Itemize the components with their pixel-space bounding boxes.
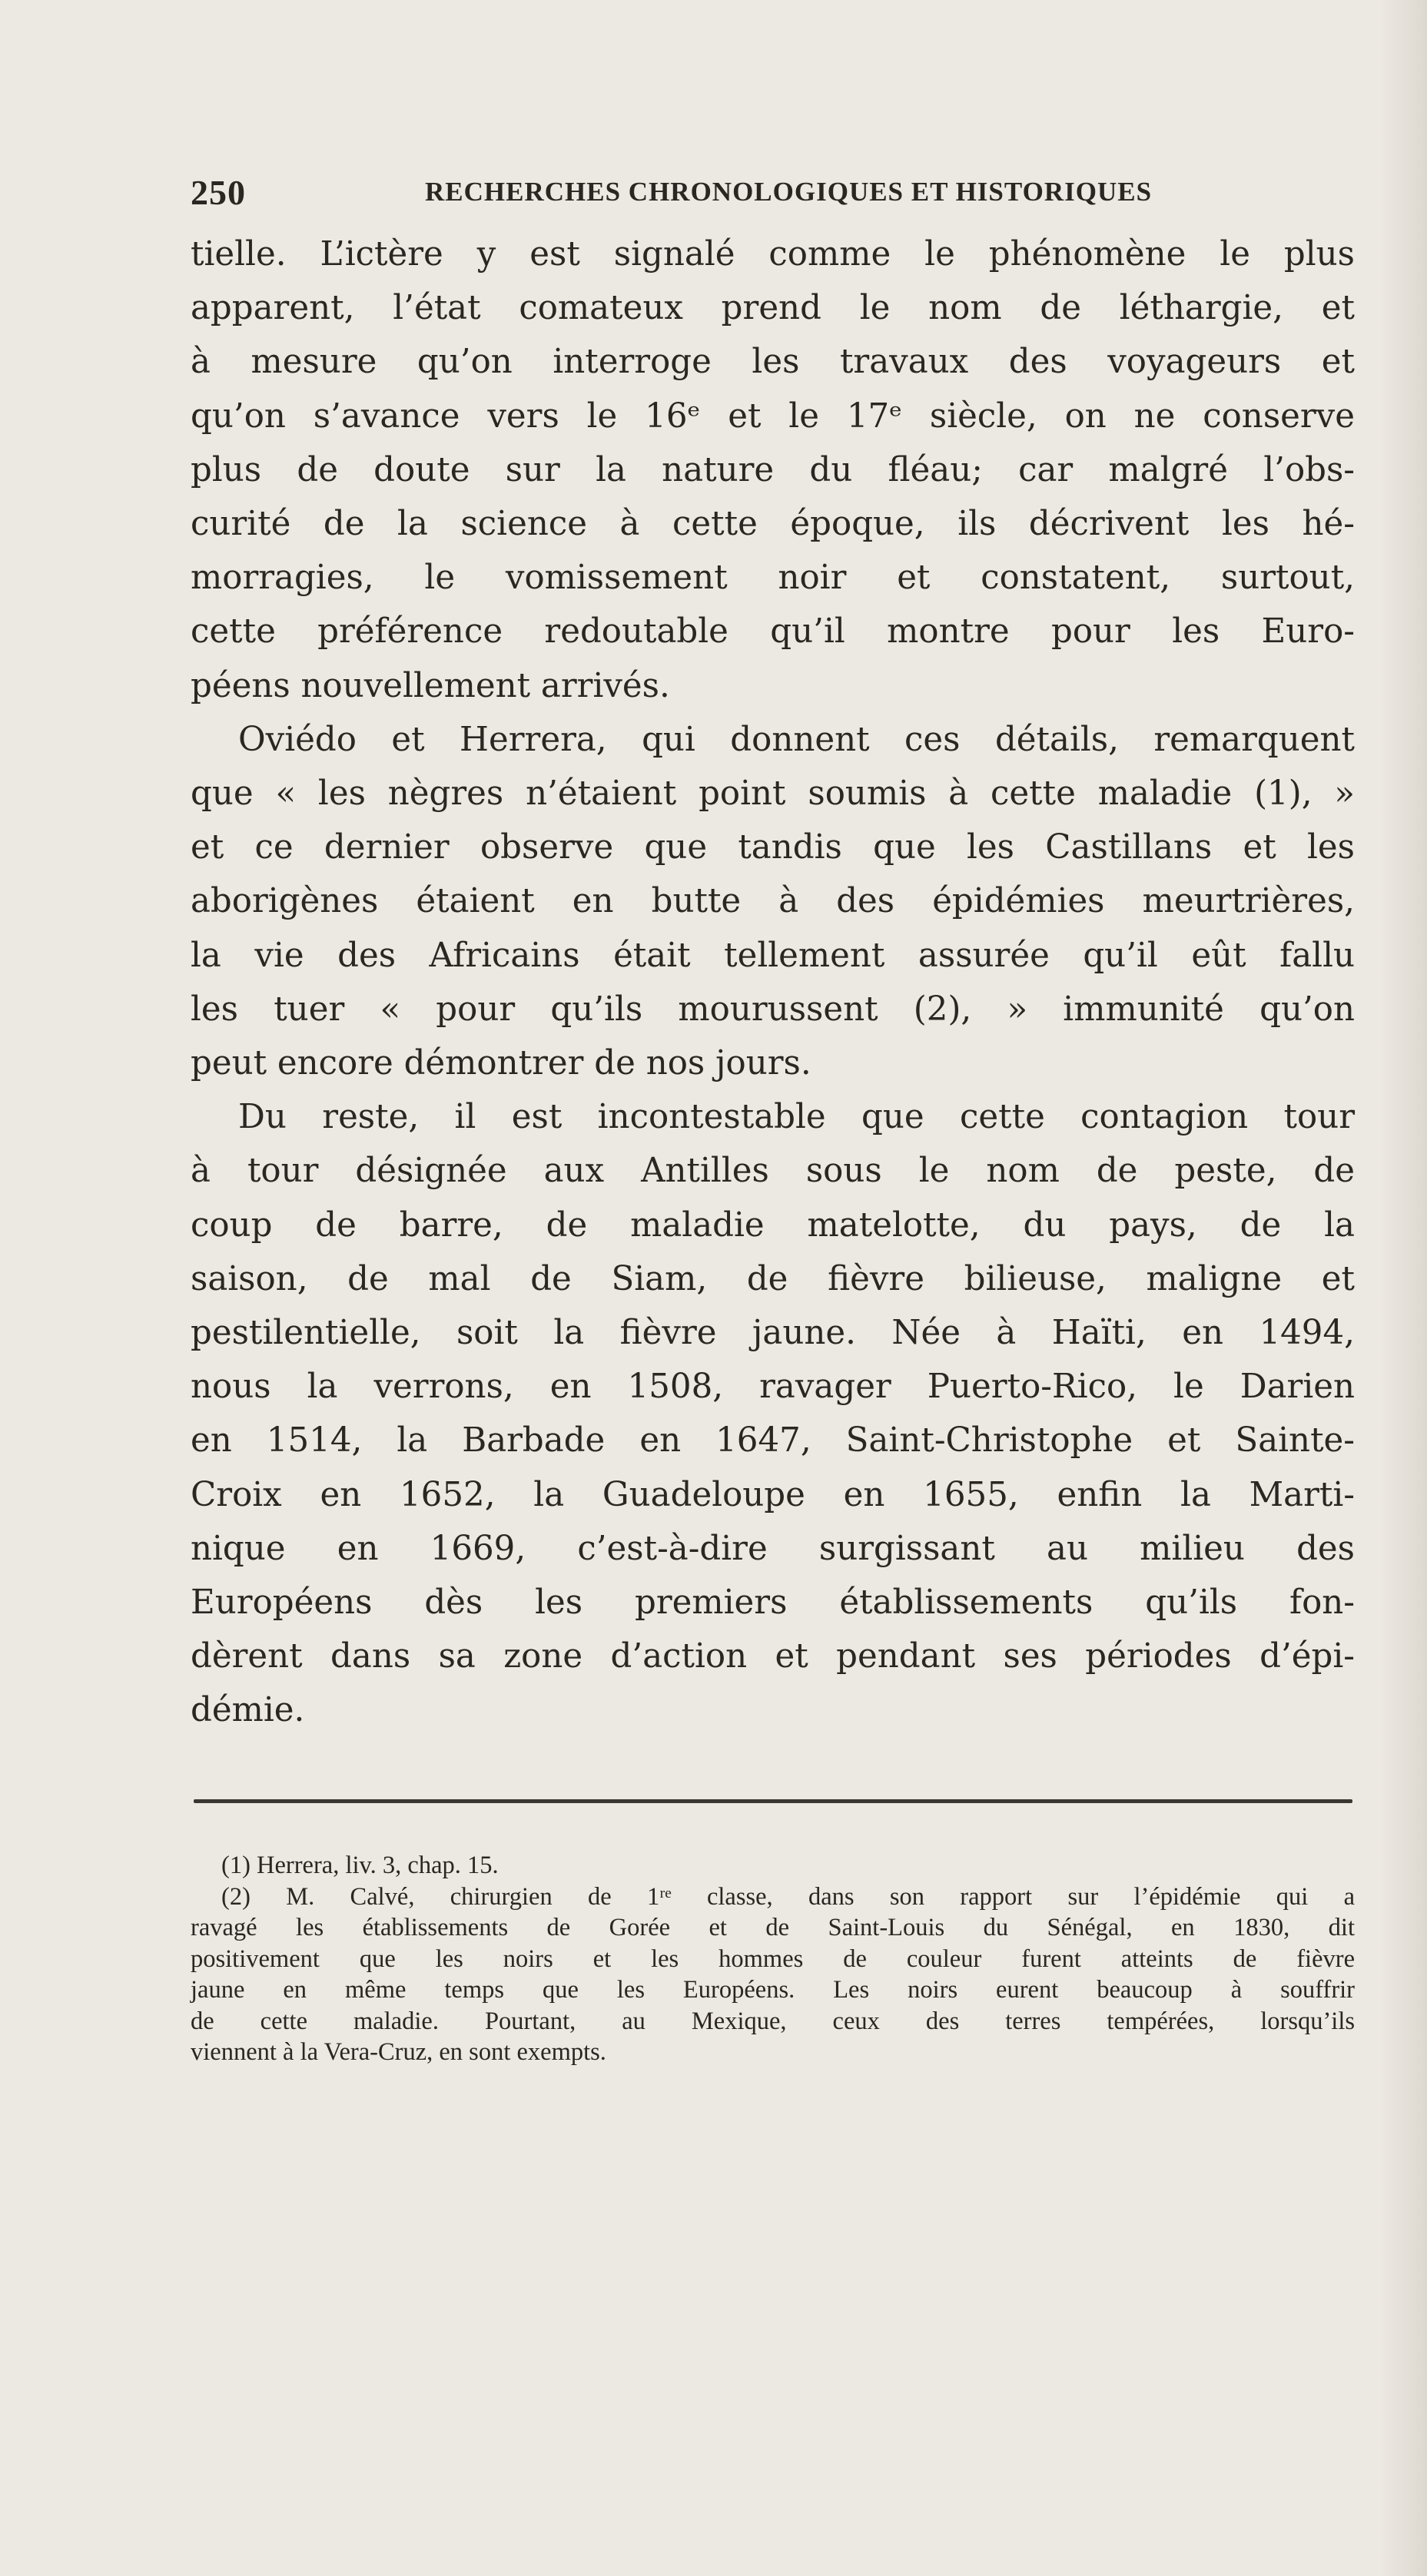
body-line: curité de la science à cette époque, ils décrivent les hé- <box>191 505 1355 544</box>
body-line: pestilentielle, soit la fièvre jaune. Née à Haïti, en 1494, <box>191 1314 1355 1353</box>
body-line: aborigènes étaient en butte à des épidémies meurtrières, <box>191 882 1355 921</box>
body-line: à mesure qu’on interroge les travaux des voyageurs et <box>191 343 1355 382</box>
body-text <box>191 227 1355 1738</box>
body-line: à tour désignée aux Antilles sous le nom de peste, de <box>191 1152 1355 1191</box>
body-line: qu’on s’avance vers le 16ᵉ et le 17ᵉ siècle, on ne conserve <box>191 396 1355 436</box>
body-line: Du reste, il est incontestable que cette contagion tour <box>238 1098 1355 1137</box>
body-line: Oviédo et Herrera, qui donnent ces détails, remarquent <box>238 720 1355 759</box>
body-line: la vie des Africains était tellement assurée qu’il eût fallu <box>191 936 1355 975</box>
footnotes <box>191 1850 1355 2068</box>
body-line: dèrent dans sa zone d’action et pendant ses périodes d’épi- <box>191 1637 1355 1676</box>
body-line: peut encore démontrer de nos jours. <box>191 1044 811 1083</box>
footnote-line: de cette maladie. Pourtant, au Mexique, ceux des terres tempérées, lorsqu’ils <box>191 2007 1355 2035</box>
body-line: morragies, le vomissement noir et constatent, surtout, <box>191 559 1355 598</box>
body-line: coup de barre, de maladie matelotte, du pays, de la <box>191 1205 1355 1245</box>
body-line: les tuer « pour qu’ils mourussent (2), » immunité qu’on <box>191 990 1355 1029</box>
body-line: et ce dernier observe que tandis que les Castillans et les <box>191 828 1355 867</box>
footnote-line: (1) Herrera, liv. 3, chap. 15. <box>221 1852 499 1879</box>
footnote-line: (2) M. Calvé, chirurgien de 1ʳᵉ classe, dans son rapport sur l’épidémie qui a <box>221 1882 1355 1911</box>
body-line: en 1514, la Barbade en 1647, Saint-Christophe et Sainte- <box>191 1421 1355 1460</box>
body-line: que « les nègres n’étaient point soumis à cette maladie (1), » <box>191 774 1355 814</box>
page-number: 250 <box>191 173 246 212</box>
body-line: nous la verrons, en 1508, ravager Puerto-Rico, le Darien <box>191 1368 1355 1407</box>
page-edge-shadow <box>1381 0 1427 2576</box>
body-line: apparent, l’état comateux prend le nom de léthargie, et <box>191 289 1355 328</box>
body-line: démie. <box>191 1691 305 1730</box>
body-line: nique en 1669, c’est-à-dire surgissant au milieu des <box>191 1529 1355 1568</box>
footnote-line: ravagé les établissements de Gorée et de Saint-Louis du Sénégal, en 1830, dit <box>191 1914 1355 1941</box>
running-title: RECHERCHES CHRONOLOGIQUES ET HISTORIQUES <box>425 177 1153 207</box>
body-line: saison, de mal de Siam, de fièvre bilieuse, maligne et <box>191 1259 1355 1298</box>
body-line: Croix en 1652, la Guadeloupe en 1655, enfin la Marti- <box>191 1475 1355 1514</box>
body-line: péens nouvellement arrivés. <box>191 666 670 705</box>
body-line: cette préférence redoutable qu’il montre pour les Euro- <box>191 612 1355 651</box>
footnote-line: jaune en même temps que les Européens. Les noirs eurent beaucoup à souffrir <box>191 1976 1355 2004</box>
body-line: tielle. L’ictère y est signalé comme le phénomène le plus <box>191 235 1355 274</box>
footnote-line: viennent à la Vera-Cruz, en sont exempts. <box>191 2038 606 2066</box>
body-line: plus de doute sur la nature du fléau; car malgré l’obs- <box>191 450 1355 489</box>
footnote-divider <box>194 1799 1352 1803</box>
running-head <box>191 172 1213 218</box>
body-line: Européens dès les premiers établissements qu’ils fon- <box>191 1583 1355 1623</box>
footnote-line: positivement que les noirs et les hommes de couleur furent atteints de fièvre <box>191 1944 1355 1973</box>
